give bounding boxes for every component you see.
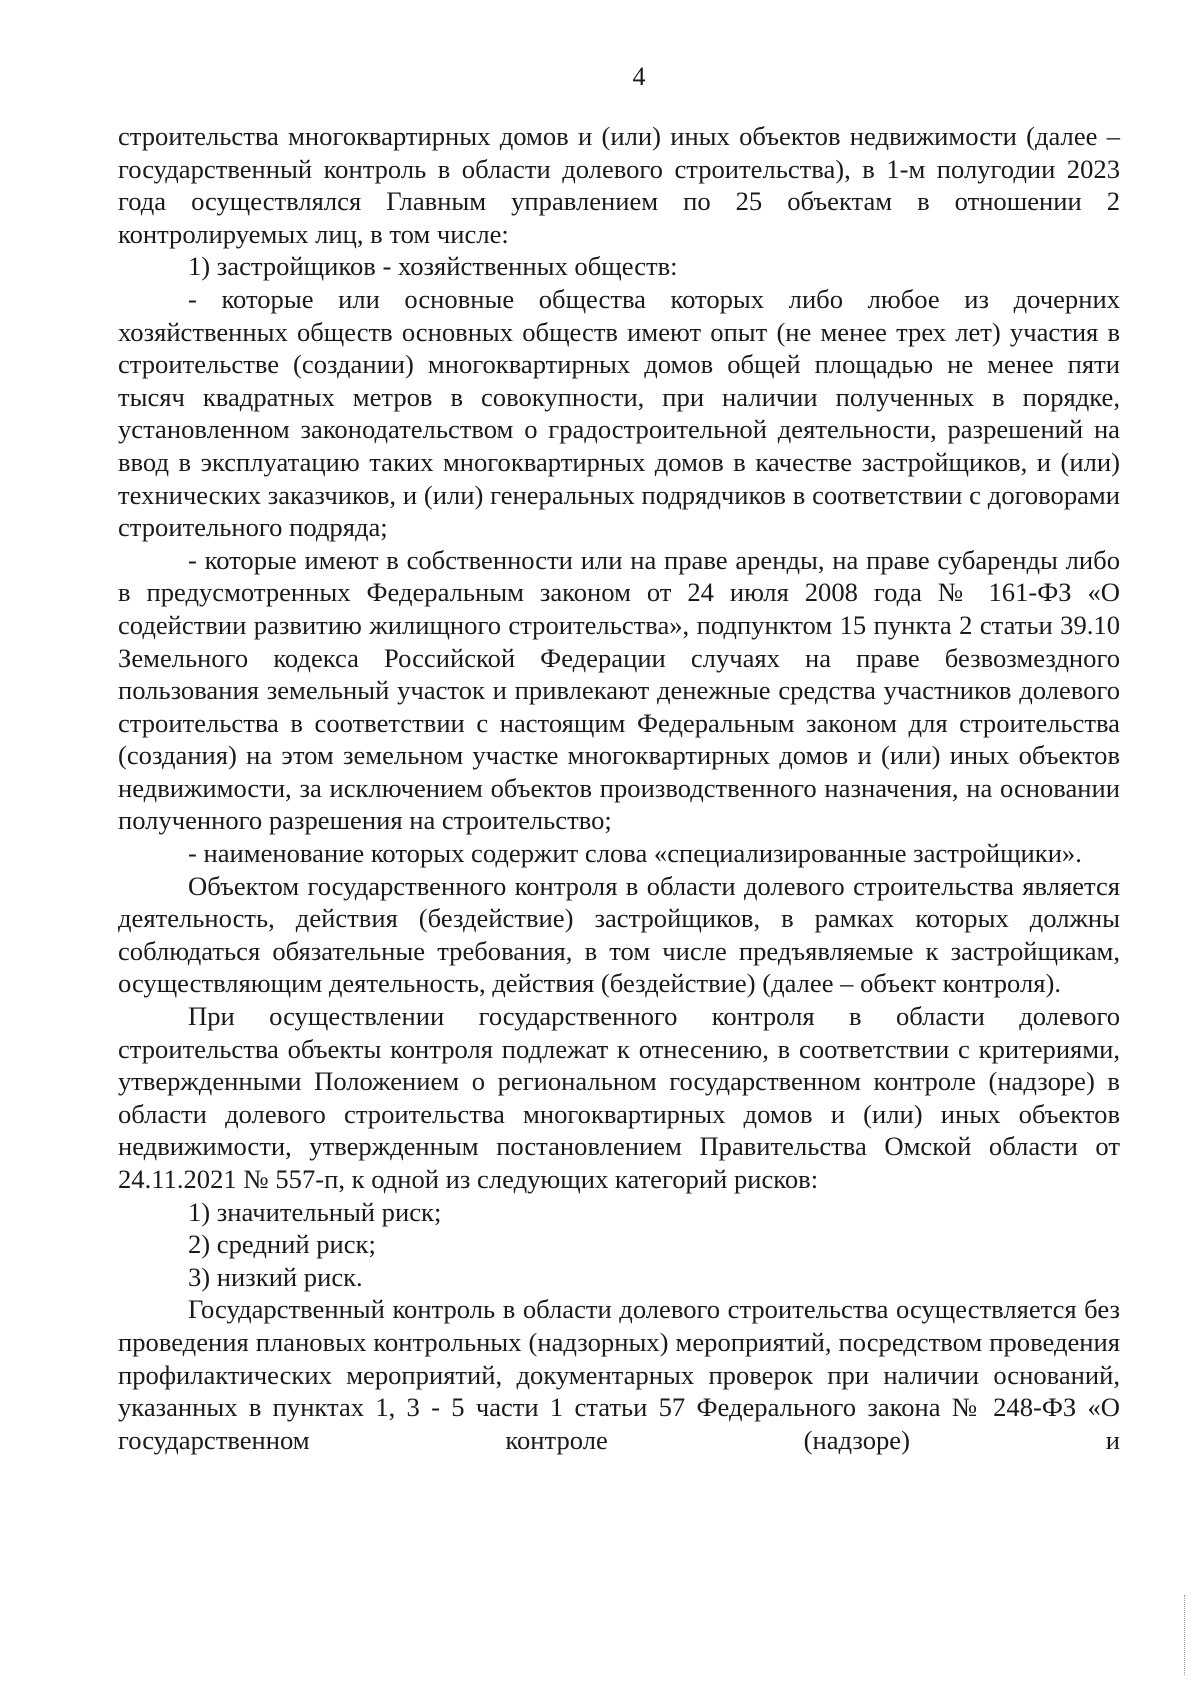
scan-edge-mark [1184, 1595, 1186, 1675]
list-item-risk-low: 3) низкий риск. [188, 1261, 363, 1292]
list-item-risk-significant: 1) значительный риск; [188, 1196, 442, 1227]
list-item-developers: 1) застройщиков - хозяйственных обществ: [188, 251, 678, 282]
paragraph-continuation: строительства многоквартирных домов и (или) иных объектов недвижимости (далее – государственный контроль в области долевого строительства), в 1-м полугодии 2023 года осуществлялся Главным управлением по 25 объектам в отношении 2 контролируемых лиц, в том числе: [118, 121, 1120, 249]
list-item-risk-medium: 2) средний риск; [188, 1229, 376, 1260]
paragraph-risk-categories: При осуществлении государственного контроля в области долевого строительства объекты контроля подлежат к отнесению, в соответствии с критериями, утвержденными Положением о региональном государственном контроле (надзоре) в области долевого строительства многоквартирных домов и (или) иных объектов недвижимости, утвержденным постановлением Правительства Омской области от 24.11.2021 № 557-п, к одной из следующих категорий рисков: [118, 1001, 1120, 1194]
list-item-name: - наименование которых содержит слова «специализированные застройщики». [188, 838, 1082, 869]
paragraph-control-object: Объектом государственного контроля в области долевого строительства является деятельность, действия (бездействие) застройщиков, в рамках которых должны соблюдаться обязательные требования, в том числе предъявляемые к застройщикам, осуществляющим деятельность, действия (бездействие) (далее – объект контроля). [118, 870, 1120, 999]
paragraph-control-procedure: Государственный контроль в области долевого строительства осуществляется без проведения плановых контрольных (надзорных) мероприятий, посредством проведения профилактических мероприятий, документарных проверок при наличии оснований, указанных в пунктах 1, 3 - 5 части 1 статьи 57 Федерального закона № 248-ФЗ «О государственном контроле (надзоре) и [118, 1294, 1120, 1455]
list-item-experience: - которые или основные общества которых либо любое из дочерних хозяйственных обществ основных обществ имеют опыт (не менее трех лет) участия в строительстве (создании) многоквартирных домов общей площадью не менее пяти тысяч квадратных метров в совокупности, при наличии полученных в порядке, установленном законодательством о градостроительной деятельности, разрешений на ввод в эксплуатацию таких многоквартирных домов в качестве застройщиков, и (или) технических заказчиков, и (или) генеральных подрядчиков в соответствии с договорами строительного подряда; [118, 283, 1120, 543]
document-body [118, 120, 1120, 1456]
list-item-land-rights: - которые имеют в собственности или на праве аренды, на праве субаренды либо в предусмотренных Федеральным законом от 24 июля 2008 года № 161-ФЗ «О содействии развитию жилищного строительства», подпунктом 15 пункта 2 статьи 39.10 Земельного кодекса Российской Федерации случаях на праве безвозмездного пользования земельный участок и привлекают денежные средства участников долевого строительства в соответствии с настоящим Федеральным законом для строительства (создания) на этом земельном участке многоквартирных домов и (или) иных объектов недвижимости, за исключением объектов производственного назначения, на основании полученного разрешения на строительство; [118, 544, 1120, 836]
page-number: 4 [632, 62, 646, 91]
